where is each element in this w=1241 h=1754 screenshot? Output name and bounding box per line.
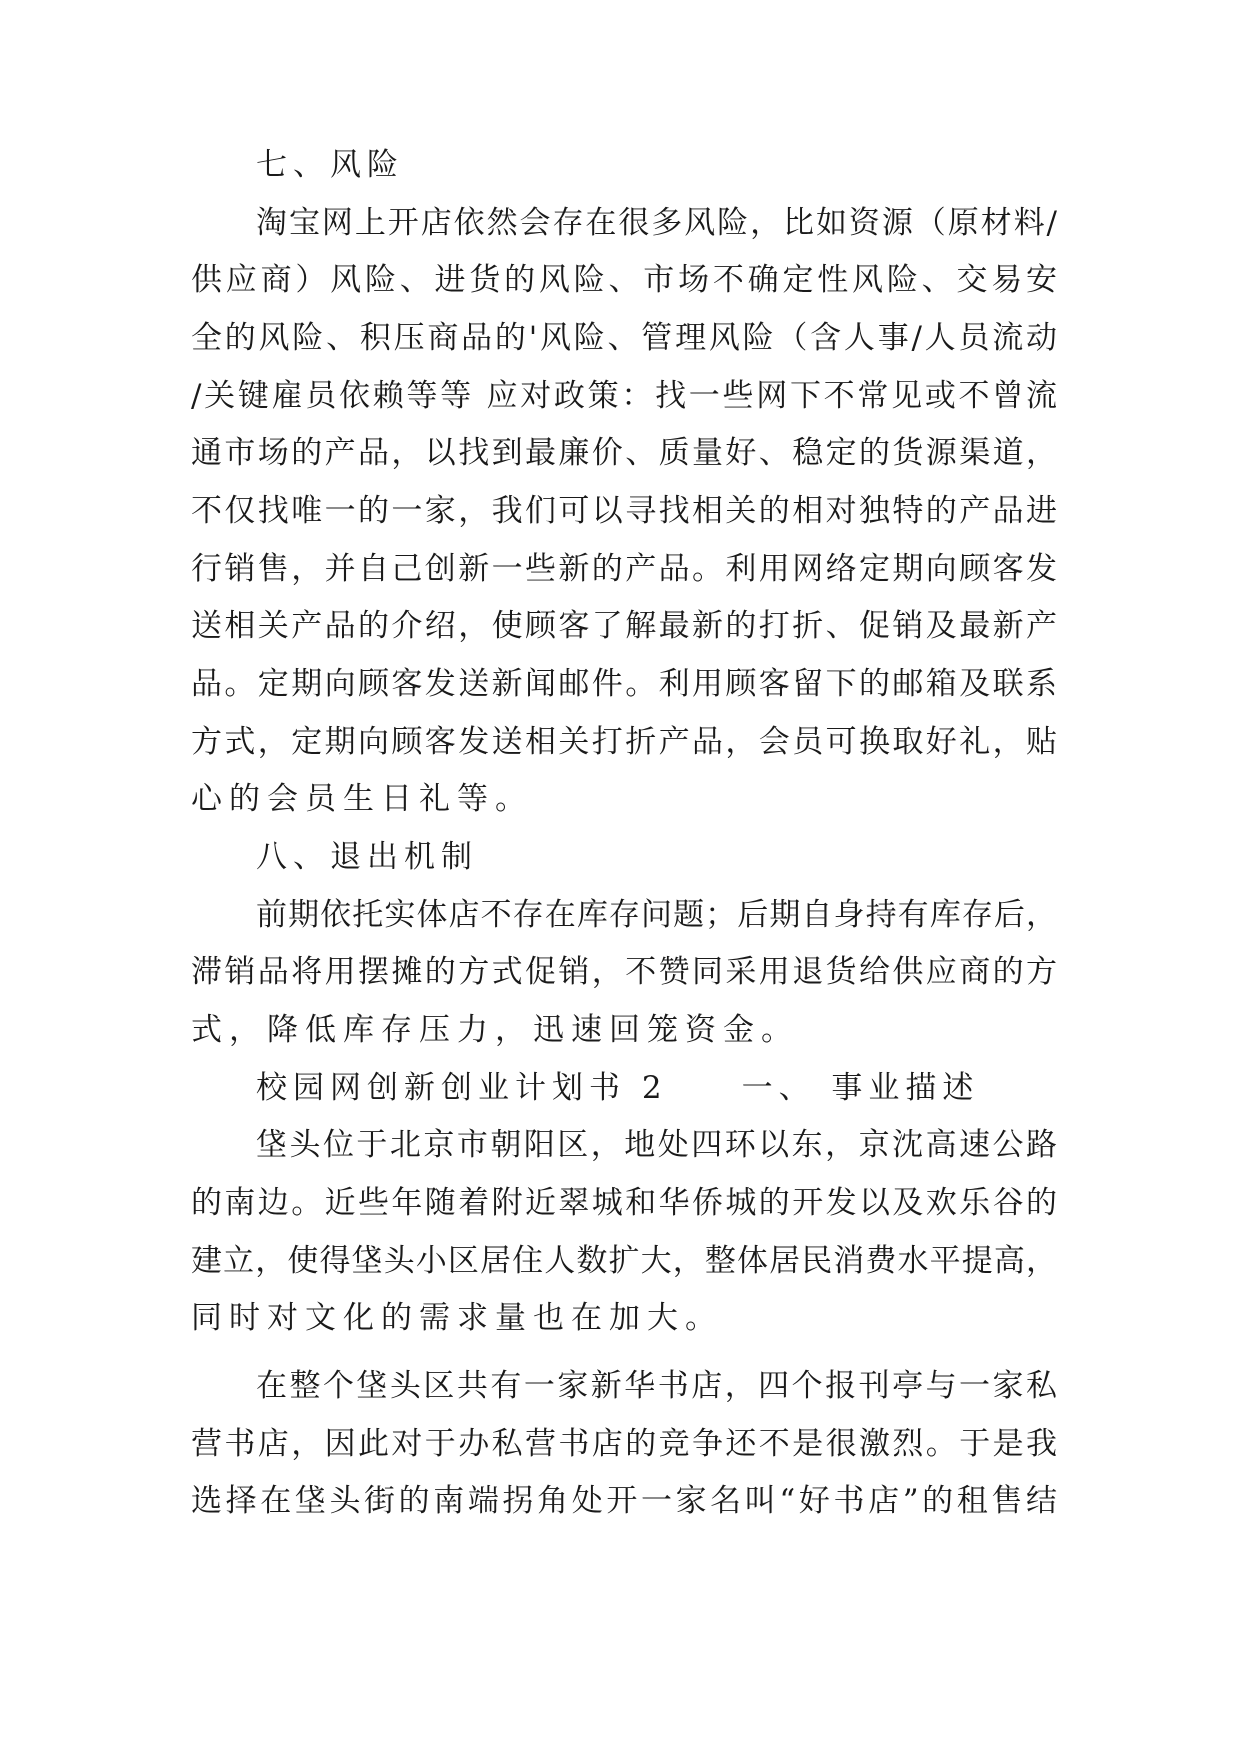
paragraph-line: 不仅找唯一的一家，我们可以寻找相关的相对独特的产品进: [191, 493, 1057, 529]
section-heading-exit: 八、退出机制: [256, 839, 478, 875]
paragraph-line: 品。定期向顾客发送新闻邮件。利用顾客留下的邮箱及联系: [191, 666, 1057, 702]
paragraph-line: 淘宝网上开店依然会存在很多风险，比如资源（原材料/: [256, 205, 1057, 241]
section-heading-business: 校园网创新创业计划书 2 一、 事业描述: [256, 1070, 980, 1106]
paragraph-line: 通市场的产品，以找到最廉价、质量好、稳定的货源渠道，: [191, 435, 1057, 471]
paragraph-line: 同时对文化的需求量也在加大。: [191, 1300, 723, 1336]
paragraph-line: 营书店，因此对于办私营书店的竞争还不是很激烈。于是我: [191, 1426, 1057, 1462]
paragraph-line: 心的会员生日礼等。: [191, 781, 533, 817]
paragraph-line: 建立，使得垡头小区居住人数扩大，整体居民消费水平提高，: [191, 1243, 1057, 1279]
paragraph-line: 垡头位于北京市朝阳区，地处四环以东，京沈高速公路: [256, 1127, 1057, 1163]
paragraph-line: 全的风险、积压商品的'风险、管理风险（含人事/人员流动: [191, 320, 1057, 356]
paragraph-line: 供应商）风险、进货的风险、市场不确定性风险、交易安: [191, 262, 1057, 298]
paragraph-line: 的南边。近些年随着附近翠城和华侨城的开发以及欢乐谷的: [191, 1185, 1057, 1221]
paragraph-line: /关键雇员依赖等等 应对政策：找一些网下不常见或不曾流: [191, 378, 1057, 414]
paragraph-line: 在整个垡头区共有一家新华书店，四个报刊亭与一家私: [256, 1368, 1057, 1404]
paragraph-line: 前期依托实体店不存在库存问题；后期自身持有库存后，: [256, 897, 1057, 933]
paragraph-line: 行销售，并自己创新一些新的产品。利用网络定期向顾客发: [191, 551, 1057, 587]
paragraph-line: 送相关产品的介绍，使顾客了解最新的打折、促销及最新产: [191, 608, 1057, 644]
paragraph-line: 式，降低库存压力，迅速回笼资金。: [191, 1012, 799, 1048]
paragraph-line: 方式，定期向顾客发送相关打折产品，会员可换取好礼，贴: [191, 724, 1057, 760]
section-heading-risk: 七、风险: [256, 147, 404, 183]
paragraph-line: 滞销品将用摆摊的方式促销，不赞同采用退货给供应商的方: [191, 954, 1057, 990]
paragraph-line: 选择在垡头街的南端拐角处开一家名叫“好书店”的租售结: [191, 1483, 1057, 1519]
